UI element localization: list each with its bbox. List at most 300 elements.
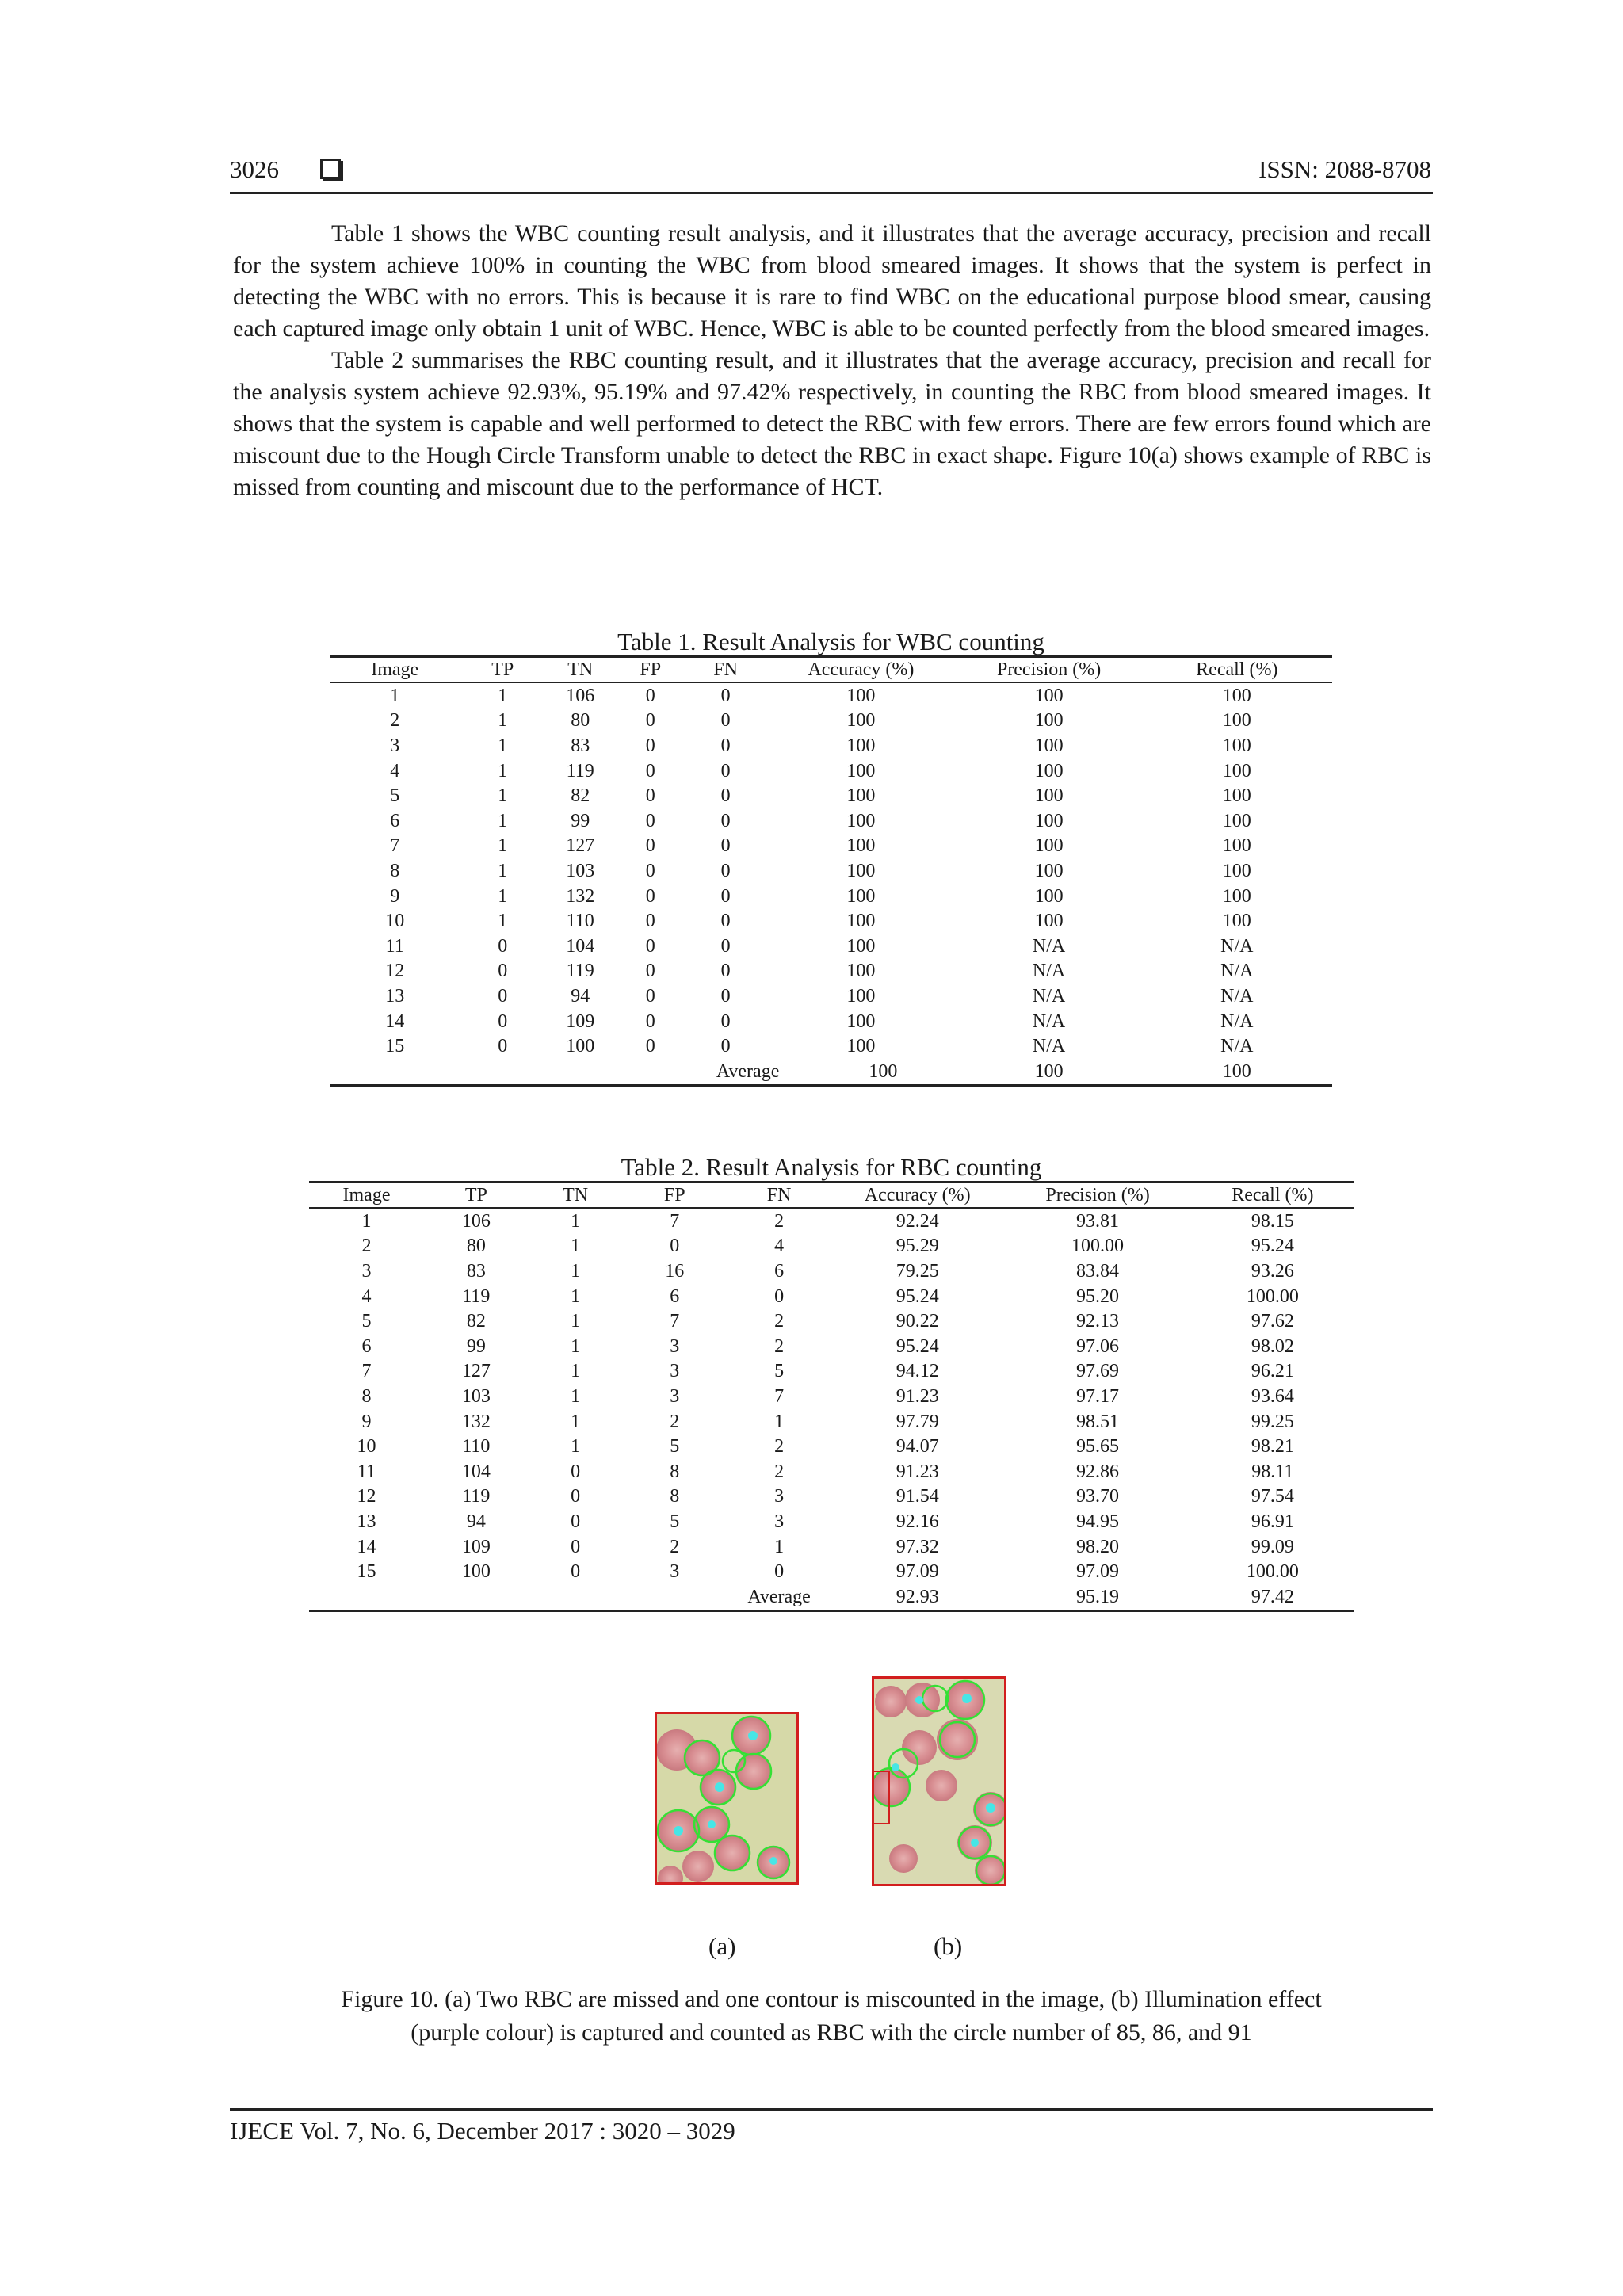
cell: 2	[774, 1461, 785, 1482]
cell: 95.24	[1251, 1236, 1294, 1257]
cell: 11	[357, 1461, 376, 1482]
cell: 6	[774, 1260, 785, 1282]
header-cell: TN	[529, 1182, 623, 1209]
cell: 1	[571, 1210, 581, 1232]
cell: 5	[670, 1436, 680, 1457]
table-1-grid	[330, 655, 1332, 1087]
table-row	[330, 733, 1332, 758]
cell: 1	[571, 1361, 581, 1382]
cell: 100	[846, 810, 876, 831]
cell: 100	[1222, 911, 1251, 932]
cell: 0	[571, 1511, 581, 1532]
cell: 103	[461, 1385, 491, 1407]
cell: 0	[720, 735, 731, 756]
cell: 100	[1222, 710, 1251, 732]
cell: 0	[774, 1286, 785, 1307]
cell: 2	[670, 1536, 680, 1557]
cell: 83.84	[1076, 1260, 1120, 1282]
table-average-row	[330, 1059, 1332, 1085]
cell: 98.15	[1251, 1210, 1294, 1232]
cell: 100	[846, 1036, 876, 1057]
cell: 1	[774, 1536, 785, 1557]
cell: 100	[846, 985, 876, 1007]
cell: 98.02	[1251, 1335, 1294, 1357]
cell: 3	[361, 1260, 372, 1282]
table-row	[309, 1284, 1354, 1309]
cell: 5	[774, 1361, 785, 1382]
cell: 92.86	[1076, 1461, 1120, 1482]
cell: 99.09	[1251, 1536, 1294, 1557]
header-cell: Recall (%)	[1142, 657, 1332, 683]
cell: 0	[645, 885, 655, 907]
cell: 12	[357, 1486, 376, 1507]
cell: 95.24	[896, 1335, 939, 1357]
cell: 0	[720, 911, 731, 932]
cell: 1	[498, 810, 508, 831]
cell: 106	[461, 1210, 491, 1232]
table-1-header-row	[330, 657, 1332, 683]
cell: 3	[390, 735, 400, 756]
cell: 0	[571, 1536, 581, 1557]
cell: 127	[461, 1361, 491, 1382]
cell: 0	[720, 935, 731, 957]
cell: 2	[390, 710, 400, 732]
table-row	[309, 1559, 1354, 1584]
cell: 96.21	[1251, 1361, 1294, 1382]
figure-10a-image	[655, 1712, 799, 1885]
cell: 100.00	[1071, 1236, 1125, 1257]
cell: 0	[774, 1561, 785, 1583]
table-row	[330, 682, 1332, 709]
cell: N/A	[1220, 985, 1254, 1007]
cell: 0	[645, 785, 655, 807]
cell: 82	[466, 1311, 486, 1332]
cell: 0	[645, 735, 655, 756]
cell: 100	[1222, 810, 1251, 831]
cell: N/A	[1220, 935, 1254, 957]
cell: 15	[385, 1036, 405, 1057]
cell: 7	[774, 1385, 785, 1407]
cell: 0	[645, 685, 655, 706]
cell: 5	[361, 1311, 372, 1332]
cell: 91.54	[896, 1486, 939, 1507]
cell: 9	[361, 1411, 372, 1432]
cell: 104	[566, 935, 595, 957]
cell: 1	[498, 885, 508, 907]
cell: 79.25	[896, 1260, 939, 1282]
cell: 93.26	[1251, 1260, 1294, 1282]
cell: 1	[571, 1236, 581, 1257]
cell: 10	[385, 911, 405, 932]
cell: 8	[670, 1486, 680, 1507]
cell: 92.13	[1076, 1311, 1120, 1332]
cell: 0	[720, 760, 731, 781]
cell: 83	[466, 1260, 486, 1282]
cell: 0	[720, 785, 731, 807]
cell: 95.65	[1076, 1436, 1120, 1457]
cell: 100	[1222, 735, 1251, 756]
cell: 97.62	[1251, 1311, 1294, 1332]
cell: 97.79	[896, 1411, 939, 1432]
cell: 1	[498, 685, 508, 706]
cell: 119	[462, 1486, 491, 1507]
box-glyph-icon	[320, 159, 341, 179]
cell: 100	[846, 710, 876, 732]
cell: 110	[462, 1436, 491, 1457]
cell: 119	[462, 1286, 491, 1307]
figure-caption-line-2: (purple colour) is captured and counted as RBC with the circle number of 85, 86, and 91	[411, 2019, 1252, 2046]
cell: 1	[774, 1411, 785, 1432]
cell: 16	[665, 1260, 685, 1282]
cell: 100.00	[1246, 1286, 1299, 1307]
cell: 0	[645, 985, 655, 1007]
cell: 0	[720, 1036, 731, 1057]
cell: 82	[571, 785, 590, 807]
cell: 0	[720, 885, 731, 907]
table-average-row	[309, 1584, 1354, 1610]
table-row	[309, 1308, 1354, 1334]
cell: 100.00	[1246, 1561, 1299, 1583]
figure-10b-image	[872, 1676, 1006, 1886]
header-cell: Accuracy (%)	[766, 657, 956, 683]
cell: 1	[498, 785, 508, 807]
cell: N/A	[1032, 961, 1066, 982]
cell: 0	[645, 760, 655, 781]
cell: 100	[846, 735, 876, 756]
cell: 1	[571, 1411, 581, 1432]
cell: 1	[571, 1385, 581, 1407]
header-cell: FN	[685, 657, 766, 683]
cell: 0	[720, 685, 731, 706]
table-1	[330, 628, 1332, 1087]
cell: 100	[1034, 710, 1064, 732]
cell: 100	[1222, 785, 1251, 807]
cell: 0	[645, 810, 655, 831]
cell: 0	[645, 911, 655, 932]
table-row	[309, 1409, 1354, 1435]
cell: 104	[461, 1461, 491, 1482]
cell: 12	[385, 961, 405, 982]
cell: 0	[720, 985, 731, 1007]
cell: 80	[571, 710, 590, 732]
cell: 0	[720, 860, 731, 881]
cell: 80	[466, 1236, 486, 1257]
header-cell: FP	[616, 657, 686, 683]
cell: 93.70	[1076, 1486, 1120, 1507]
cell: 100	[846, 935, 876, 957]
cell: 0	[498, 961, 508, 982]
page-footer	[230, 2108, 1433, 2158]
cell: 100	[846, 961, 876, 982]
cell: 2	[774, 1335, 785, 1357]
cell: 1	[498, 710, 508, 732]
cell: 100	[1034, 860, 1064, 881]
average-label: Average	[747, 1586, 811, 1607]
cell: 4	[361, 1286, 372, 1307]
header-cell: TP	[424, 1182, 529, 1209]
cell: 7	[390, 835, 400, 857]
average-label: Average	[716, 1060, 780, 1082]
cell: 11	[385, 935, 404, 957]
cell: 92.24	[896, 1210, 939, 1232]
cell: 100	[1034, 785, 1064, 807]
table-2-header-row	[309, 1182, 1354, 1209]
cell: 109	[461, 1536, 491, 1557]
cell: 100	[1222, 1060, 1251, 1082]
cell: 1	[390, 685, 400, 706]
header-cell: Image	[309, 1182, 424, 1209]
cell: 4	[774, 1236, 785, 1257]
cell: 13	[357, 1511, 376, 1532]
cell: N/A	[1032, 1036, 1066, 1057]
cell: 14	[357, 1536, 376, 1557]
cell: 97.32	[896, 1536, 939, 1557]
cell: 6	[361, 1335, 372, 1357]
table-row	[330, 858, 1332, 884]
cell: 0	[720, 1010, 731, 1032]
cell: 98.11	[1251, 1461, 1294, 1482]
cell: 100	[461, 1561, 491, 1583]
table-row	[309, 1259, 1354, 1284]
table-row	[309, 1234, 1354, 1259]
cell: 94	[466, 1511, 486, 1532]
cell: 119	[566, 760, 594, 781]
cell: 94.07	[896, 1436, 939, 1457]
cell: 100	[1034, 760, 1064, 781]
table-row	[309, 1384, 1354, 1409]
paragraph-2: Table 2 summarises the RBC counting result, and it illustrates that the average accuracy, precision and recall for the analysis system achieve 92.93%, 95.19% and 97.42% respectively, in counting the RBC from blood smeared images. It shows that the system is capable and well performed to detect the RBC with few errors. There are few errors found which are miscount due to the Hough Circle Transform unable to detect the RBC in exact shape. Figure 10(a) shows example of RBC is missed from counting and miscount due to the performance of HCT.	[233, 347, 1431, 500]
cell: 100	[1034, 835, 1064, 857]
cell: 110	[566, 911, 594, 932]
cell: 1	[571, 1436, 581, 1457]
table-row	[330, 783, 1332, 808]
cell: 2	[774, 1210, 785, 1232]
cell: 0	[498, 935, 508, 957]
cell: 0	[720, 835, 731, 857]
cell: N/A	[1032, 985, 1066, 1007]
cell: 7	[361, 1361, 372, 1382]
figure-caption-line-1: Figure 10. (a) Two RBC are missed and one contour is miscounted in the image, (b) Illumination effect	[341, 1986, 1322, 2012]
table-1-caption: Table 1. Result Analysis for WBC counting	[617, 628, 1044, 655]
cell: 100	[1034, 885, 1064, 907]
cell: 91.23	[896, 1385, 939, 1407]
cell: 0	[720, 710, 731, 732]
cell: 0	[571, 1461, 581, 1482]
table-row	[330, 1009, 1332, 1034]
cell: 92.93	[896, 1586, 939, 1607]
table-row	[330, 758, 1332, 784]
cell: 0	[645, 935, 655, 957]
cell: 93.81	[1076, 1210, 1120, 1232]
cell: 0	[645, 835, 655, 857]
cell: 5	[670, 1511, 680, 1532]
cell: 83	[571, 735, 590, 756]
cell: 97.42	[1251, 1586, 1294, 1607]
cell: 100	[1222, 885, 1251, 907]
cell: 6	[670, 1286, 680, 1307]
cell: 1	[498, 860, 508, 881]
cell: 91.23	[896, 1461, 939, 1482]
table-row	[309, 1208, 1354, 1234]
table-row	[309, 1434, 1354, 1459]
cell: N/A	[1032, 935, 1066, 957]
cell: 93.64	[1251, 1385, 1294, 1407]
cell: 103	[566, 860, 595, 881]
cell: 3	[670, 1385, 680, 1407]
figure-label-b: (b)	[934, 1932, 963, 1960]
cell: 100	[846, 835, 876, 857]
cell: 0	[645, 1036, 655, 1057]
cell: 100	[1034, 810, 1064, 831]
cell: 97.69	[1076, 1361, 1120, 1382]
journal-citation: IJECE Vol. 7, No. 6, December 2017 : 3020 – 3029	[230, 2117, 735, 2145]
cell: 98.20	[1076, 1536, 1120, 1557]
cell: 94.95	[1076, 1511, 1120, 1532]
cell: 100	[846, 785, 876, 807]
cell: 97.06	[1076, 1335, 1120, 1357]
cell: 0	[498, 1010, 508, 1032]
cell: 100	[1034, 735, 1064, 756]
cell: 6	[390, 810, 400, 831]
cell: 1	[571, 1286, 581, 1307]
cell: 100	[1034, 685, 1064, 706]
table-row	[309, 1359, 1354, 1385]
cell: 100	[846, 911, 876, 932]
table-row	[330, 959, 1332, 984]
cell: 3	[774, 1486, 785, 1507]
header-cell: Recall (%)	[1192, 1182, 1354, 1209]
cell: 97.17	[1076, 1385, 1120, 1407]
cell: 106	[566, 685, 595, 706]
table-2-grid	[309, 1181, 1354, 1612]
cell: 96.91	[1251, 1511, 1294, 1532]
cell: 119	[566, 961, 594, 982]
table-row	[330, 908, 1332, 934]
cell: 127	[566, 835, 595, 857]
cell: 0	[720, 961, 731, 982]
cell: 95.29	[896, 1236, 939, 1257]
cell: 8	[390, 860, 400, 881]
cell: 8	[670, 1461, 680, 1482]
cell: 2	[670, 1411, 680, 1432]
cell: 97.09	[896, 1561, 939, 1583]
header-cell: TN	[545, 657, 616, 683]
figure-caption	[230, 1983, 1433, 2050]
paragraph-1: Table 1 shows the WBC counting result analysis, and it illustrates that the average accuracy, precision and recall for the system achieve 100% in counting the WBC from blood smeared images. It shows that the system is perfect in detecting the WBC with no errors. This is because it is rare to find WBC on the educational purpose blood smear, causing each captured image only obtain 1 unit of WBC. Hence, WBC is able to be counted perfectly from the blood smeared images.	[233, 220, 1431, 342]
cell: 97.54	[1251, 1486, 1294, 1507]
cell: 98.51	[1076, 1411, 1120, 1432]
cell: 100	[869, 1060, 898, 1082]
cell: 95.20	[1076, 1286, 1120, 1307]
cell: 95.19	[1076, 1586, 1120, 1607]
cell: 13	[385, 985, 405, 1007]
cell: N/A	[1220, 1010, 1254, 1032]
cell: 0	[571, 1486, 581, 1507]
cell: 100	[1222, 860, 1251, 881]
cell: 15	[357, 1561, 376, 1583]
cell: N/A	[1220, 961, 1254, 982]
cell: 10	[357, 1436, 376, 1457]
cell: 100	[1222, 835, 1251, 857]
cell: 2	[774, 1311, 785, 1332]
table-row	[309, 1534, 1354, 1560]
table-row	[309, 1509, 1354, 1534]
cell: 132	[566, 885, 595, 907]
table-row	[309, 1334, 1354, 1359]
header-cell: TP	[460, 657, 545, 683]
header-cell: Precision (%)	[1003, 1182, 1191, 1209]
cell: 1	[571, 1260, 581, 1282]
cell: 7	[670, 1210, 680, 1232]
cell: 0	[571, 1561, 581, 1583]
table-row	[330, 984, 1332, 1009]
cell: 0	[645, 961, 655, 982]
cell: 98.21	[1251, 1436, 1294, 1457]
cell: 1	[571, 1335, 581, 1357]
page-number: 3026	[230, 155, 279, 183]
cell: 0	[645, 1010, 655, 1032]
header-cell: Image	[330, 657, 460, 683]
cell: 0	[645, 860, 655, 881]
body-text	[233, 218, 1431, 503]
cell: 5	[390, 785, 400, 807]
table-row	[330, 884, 1332, 909]
cell: 100	[1034, 1060, 1064, 1082]
cell: 100	[846, 1010, 876, 1032]
cell: 2	[774, 1436, 785, 1457]
cell: 109	[566, 1010, 595, 1032]
cell: 3	[670, 1361, 680, 1382]
cell: 3	[670, 1335, 680, 1357]
cell: 1	[361, 1210, 372, 1232]
cell: 0	[670, 1236, 680, 1257]
cell: 0	[720, 810, 731, 831]
cell: 99	[466, 1335, 486, 1357]
cell: 100	[1222, 760, 1251, 781]
cell: 100	[1034, 911, 1064, 932]
cell: 7	[670, 1311, 680, 1332]
header-cell: Precision (%)	[957, 657, 1142, 683]
figure-label-a: (a)	[708, 1932, 736, 1960]
table-2	[309, 1154, 1354, 1612]
cell: 1	[498, 911, 508, 932]
cell: 99	[571, 810, 590, 831]
table-row	[330, 808, 1332, 834]
page-header	[230, 152, 1433, 194]
cell: 3	[774, 1511, 785, 1532]
table-row	[330, 709, 1332, 734]
issn: ISSN: 2088-8708	[1258, 155, 1431, 183]
cell: 94	[571, 985, 590, 1007]
cell: 99.25	[1251, 1411, 1294, 1432]
cell: 1	[498, 835, 508, 857]
cell: 100	[846, 860, 876, 881]
cell: 0	[645, 710, 655, 732]
header-cell: FP	[622, 1182, 727, 1209]
table-2-caption: Table 2. Result Analysis for RBC counting	[621, 1153, 1042, 1181]
table-row	[309, 1459, 1354, 1484]
cell: N/A	[1220, 1036, 1254, 1057]
cell: 0	[498, 985, 508, 1007]
cell: 2	[361, 1236, 372, 1257]
cell: 0	[498, 1036, 508, 1057]
header-cell: FN	[727, 1182, 831, 1209]
cell: 14	[385, 1010, 405, 1032]
cell: 100	[566, 1036, 595, 1057]
cell: 92.16	[896, 1511, 939, 1532]
cell: 8	[361, 1385, 372, 1407]
cell: 94.12	[896, 1361, 939, 1382]
